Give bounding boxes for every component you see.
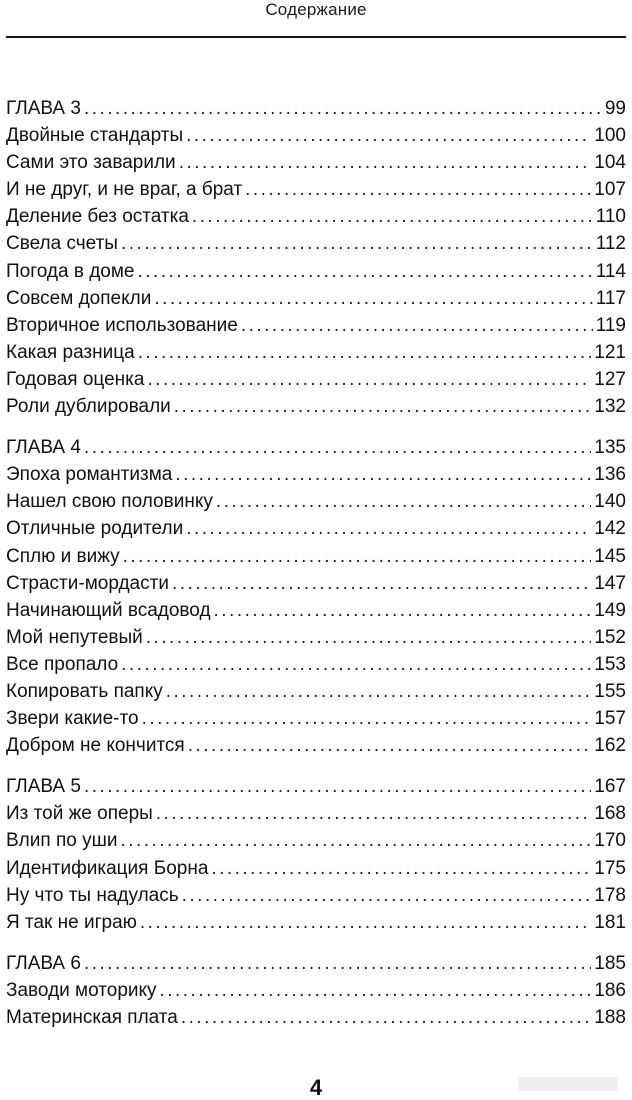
toc-entry-row [6, 203, 626, 230]
toc-page-number: 147 [594, 572, 626, 594]
toc-entry-title: Сами это заварили [6, 152, 176, 174]
toc-entry-title: Годовая оценка [6, 368, 145, 390]
toc-entry-row [6, 515, 626, 542]
toc-entry-title: Погода в доме [6, 260, 135, 282]
dot-leader [84, 950, 591, 977]
toc-page-number: 142 [594, 518, 626, 540]
toc-page-number: 99 [604, 98, 626, 119]
toc-page-number: 112 [595, 233, 626, 255]
dot-leader [179, 149, 592, 176]
toc-entry-title: Звери какие-то [6, 708, 139, 730]
dot-leader [146, 624, 592, 651]
toc-entry-title: Совсем допекли [6, 287, 152, 309]
toc-entry-row [6, 977, 626, 1004]
dot-leader [156, 800, 592, 827]
toc-entry-title: Эпоха романтизма [6, 464, 173, 486]
toc-section [6, 95, 626, 420]
dot-leader [245, 176, 591, 203]
toc-page-number: 145 [594, 545, 626, 567]
toc-page-number: 178 [594, 884, 626, 906]
toc-entry-title: И не друг, и не враг, а брат [6, 179, 243, 201]
toc-entry-row [6, 149, 626, 176]
toc-entry-title: Материнская плата [6, 1007, 178, 1028]
toc-entry-title: Вторичное использование [6, 314, 238, 336]
toc-entry-row [6, 651, 626, 678]
toc-entry-title: Все пропало [6, 653, 119, 675]
toc-page-number: 153 [594, 653, 626, 675]
toc-entry-title: Начинающий всадовод [6, 599, 211, 621]
toc-entry-title: Добром не кончится [6, 735, 185, 757]
toc-page-number: 140 [594, 491, 626, 513]
toc-section [6, 434, 626, 759]
toc-entry-row [6, 678, 626, 705]
dot-leader [181, 1004, 591, 1031]
toc-chapter-row [6, 434, 626, 461]
toc-page-number: 185 [594, 952, 626, 974]
toc-page-number: 119 [595, 314, 626, 336]
dot-leader [211, 855, 591, 882]
header-rule [6, 36, 626, 38]
toc-page-number: 168 [594, 803, 626, 825]
toc-entry-title: Роли дублировали [6, 396, 171, 418]
dot-leader [121, 230, 593, 257]
toc-entry-title: Из той же оперы [6, 803, 153, 825]
dot-leader [174, 393, 592, 420]
toc-entry-row [6, 732, 626, 759]
toc-entry-title: Деление без остатка [6, 206, 189, 228]
dot-leader [160, 977, 592, 1004]
dot-leader [140, 909, 591, 936]
dot-leader [84, 434, 591, 461]
toc-entry-row [6, 312, 626, 339]
toc-page-number: 132 [594, 396, 626, 418]
toc-page-number: 110 [595, 206, 626, 228]
toc-entry-row [6, 230, 626, 257]
toc-chapter-title: ГЛАВА 5 [6, 776, 81, 798]
dot-leader [147, 366, 591, 393]
toc-entry-row [6, 393, 626, 420]
toc-page-number: 186 [594, 979, 626, 1001]
toc-page-number: 127 [594, 368, 626, 390]
toc-entry-title: Отличные родители [6, 518, 184, 540]
toc-entry-row [6, 543, 626, 570]
watermark-logo [518, 1077, 618, 1091]
toc-entry-row [6, 909, 626, 936]
toc-page-number: 100 [594, 125, 626, 147]
toc-entry-title: Мой непутевый [6, 626, 143, 648]
toc-entry-row [6, 597, 626, 624]
dot-leader [120, 827, 591, 854]
toc-entry-row [6, 855, 626, 882]
toc-entry-row [6, 800, 626, 827]
table-of-contents [6, 95, 626, 1031]
toc-page-number: 155 [594, 680, 626, 702]
dot-leader [241, 312, 593, 339]
toc-entry-title: Ну что ты надулась [6, 884, 179, 906]
toc-page-number: 117 [595, 287, 626, 309]
toc-entry-title: Влип по уши [6, 830, 118, 852]
toc-entry-row [6, 176, 626, 203]
dot-leader [186, 122, 591, 149]
dot-leader [172, 570, 591, 597]
toc-chapter-row [6, 95, 626, 122]
dot-leader [216, 488, 591, 515]
toc-section [6, 773, 626, 936]
toc-page-number: 114 [595, 260, 626, 282]
running-head-title: Содержание [265, 0, 367, 19]
dot-leader [192, 203, 593, 230]
dot-leader [214, 597, 592, 624]
toc-entry-title: Какая разница [6, 341, 135, 363]
toc-page-number: 107 [594, 179, 626, 201]
toc-page-number: 188 [594, 1007, 626, 1028]
dot-leader [188, 732, 592, 759]
toc-entry-row [6, 570, 626, 597]
toc-chapter-title: ГЛАВА 4 [6, 437, 81, 459]
toc-page-number: 149 [594, 599, 626, 621]
toc-page-number: 175 [594, 857, 626, 879]
toc-entry-row [6, 122, 626, 149]
toc-page-number: 157 [594, 708, 626, 730]
dot-leader [138, 339, 592, 366]
toc-page-number: 162 [594, 735, 626, 757]
toc-entry-row [6, 285, 626, 312]
toc-entry-title: Копировать папку [6, 680, 163, 702]
toc-entry-title: Нашел свою половинку [6, 491, 213, 513]
toc-page-number: 170 [594, 830, 626, 852]
toc-entry-row [6, 461, 626, 488]
toc-page-number: 181 [594, 911, 626, 933]
dot-leader [186, 515, 591, 542]
toc-entry-title: Я так не играю [6, 911, 137, 933]
toc-entry-title: Идентификация Борна [6, 857, 209, 879]
toc-entry-row [6, 882, 626, 909]
toc-section [6, 950, 626, 1031]
dot-leader [123, 543, 592, 570]
dot-leader [166, 678, 592, 705]
dot-leader [154, 285, 592, 312]
toc-entry-row [6, 488, 626, 515]
dot-leader [84, 773, 591, 800]
dot-leader [175, 461, 591, 488]
toc-page-number: 104 [594, 152, 626, 174]
toc-page-number: 121 [594, 341, 626, 363]
toc-page-number: 167 [594, 776, 626, 798]
toc-page-number: 136 [594, 464, 626, 486]
dot-leader [182, 882, 592, 909]
toc-chapter-title: ГЛАВА 6 [6, 952, 81, 974]
toc-entry-title: Свела счеты [6, 233, 118, 255]
toc-entry-row [6, 1004, 626, 1031]
toc-entry-title: Страсти-мордасти [6, 572, 169, 594]
toc-entry-row [6, 339, 626, 366]
toc-entry-title: Двойные стандарты [6, 125, 184, 147]
dot-leader [121, 651, 591, 678]
toc-entry-row [6, 624, 626, 651]
toc-chapter-row [6, 773, 626, 800]
dot-leader [142, 705, 592, 732]
toc-page-number: 152 [594, 626, 626, 648]
dot-leader [137, 258, 592, 285]
toc-page-number: 135 [594, 437, 626, 459]
toc-entry-row [6, 827, 626, 854]
toc-entry-row [6, 705, 626, 732]
toc-chapter-row [6, 950, 626, 977]
toc-entry-title: Сплю и вижу [6, 545, 120, 567]
page-number: 4 [309, 1075, 323, 1100]
toc-chapter-title: ГЛАВА 3 [6, 98, 81, 119]
toc-entry-row [6, 366, 626, 393]
toc-entry-row [6, 258, 626, 285]
dot-leader [84, 95, 602, 122]
toc-entry-title: Заводи моторику [6, 979, 157, 1001]
